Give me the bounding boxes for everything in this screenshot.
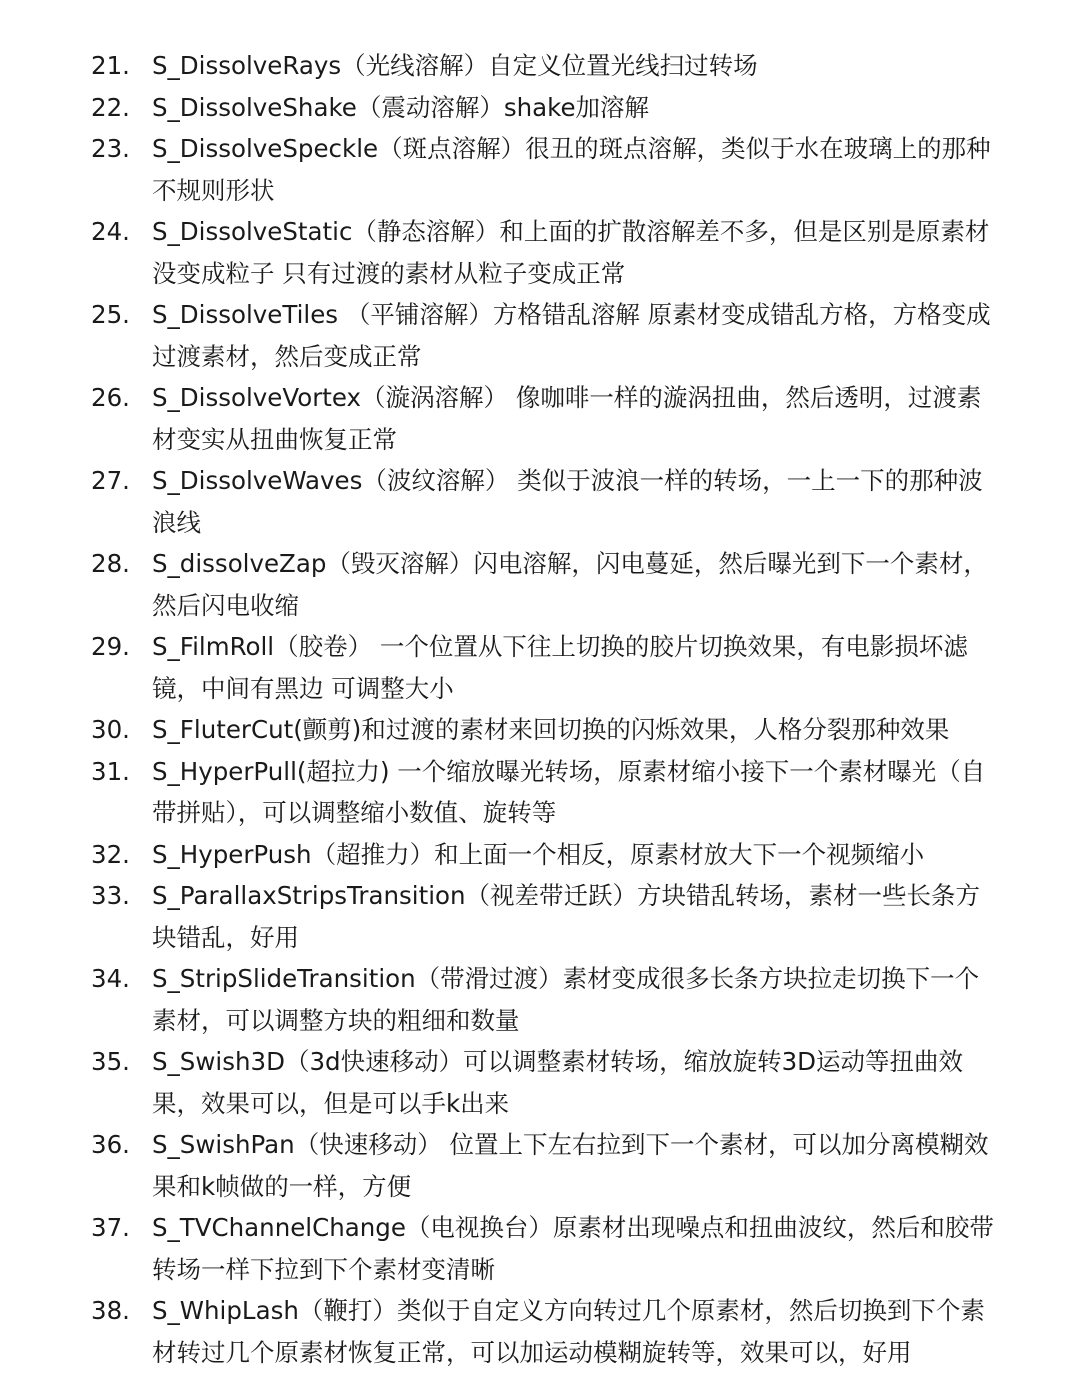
item-text: S_DissolveShake（震动溶解）shake加溶解 xyxy=(152,92,650,122)
list-item xyxy=(0,958,1080,1041)
item-number: 34. xyxy=(91,964,130,993)
item-text: S_DissolveRays（光线溶解）自定义位置光线扫过转场 xyxy=(152,51,758,80)
list-item xyxy=(0,1207,1080,1290)
item-text: S_DissolveSpeckle（斑点溶解）很丑的斑点溶解，类似于水在玻璃上的那种不规则形状 xyxy=(152,134,991,205)
item-number: 29. xyxy=(91,632,130,661)
list-item xyxy=(0,460,1080,543)
item-number: 25. xyxy=(91,300,130,329)
item-number: 22. xyxy=(91,92,130,122)
item-number: 30. xyxy=(91,715,130,744)
item-number: 31. xyxy=(91,756,130,786)
list-item xyxy=(0,834,1080,876)
item-text: S_DissolveWaves（波纹溶解） 类似于波浪一样的转场，一上一下的那种波浪线 xyxy=(152,466,983,537)
item-number: 33. xyxy=(91,881,130,910)
list-item xyxy=(0,377,1080,460)
list-item xyxy=(0,751,1080,834)
item-number: 28. xyxy=(91,549,130,578)
item-text: S_SwishPan（快速移动） 位置上下左右拉到下一个素材，可以加分离模糊效果和k帧做的一样，方便 xyxy=(152,1130,989,1201)
item-number: 36. xyxy=(91,1130,130,1159)
list-item xyxy=(0,128,1080,211)
item-text: S_TVChannelChange（电视换台）原素材出现噪点和扭曲波纹，然后和胶带转场一样下拉到下个素材变清晰 xyxy=(152,1213,994,1284)
item-text: S_Swish3D（3d快速移动）可以调整素材转场，缩放旋转3D运动等扭曲效果，效果可以，但是可以手k出来 xyxy=(152,1047,964,1118)
list-item xyxy=(0,211,1080,294)
item-number: 23. xyxy=(91,134,130,163)
item-number: 27. xyxy=(91,466,130,495)
item-text: S_HyperPush（超推力）和上面一个相反，原素材放大下一个视频缩小 xyxy=(152,839,925,869)
item-text: S_dissolveZap（毁灭溶解）闪电溶解，闪电蔓延，然后曝光到下一个素材，然后闪电收缩 xyxy=(152,549,988,620)
item-text: S_DissolveStatic（静态溶解）和上面的扩散溶解差不多，但是区别是原素材没变成粒子 只有过渡的素材从粒子变成正常 xyxy=(152,217,990,288)
item-number: 38. xyxy=(91,1296,130,1325)
item-text: S_HyperPull(超拉力) 一个缩放曝光转场，原素材缩小接下一个素材曝光（自带拼贴），可以调整缩小数值、旋转等 xyxy=(152,756,986,827)
item-number: 26. xyxy=(91,383,130,412)
list-item xyxy=(0,45,1080,87)
item-number: 21. xyxy=(91,51,130,80)
list-item xyxy=(0,87,1080,129)
list-item xyxy=(0,543,1080,626)
item-text: S_FilmRoll（胶卷） 一个位置从下往上切换的胶片切换效果，有电影损坏滤镜，中间有黑边 可调整大小 xyxy=(152,632,968,703)
item-text: S_DissolveVortex（漩涡溶解） 像咖啡一样的漩涡扭曲，然后透明，过渡素材变实从扭曲恢复正常 xyxy=(152,383,982,454)
list-item xyxy=(0,1290,1080,1373)
item-text: S_WhipLash（鞭打）类似于自定义方向转过几个原素材，然后切换到下个素材转过几个原素材恢复正常，可以加运动模糊旋转等，效果可以，好用 xyxy=(152,1296,985,1367)
item-text: S_DissolveTiles （平铺溶解）方格错乱溶解 原素材变成错乱方格，方格变成过渡素材，然后变成正常 xyxy=(152,300,991,371)
item-text: S_FluterCut(颤剪)和过渡的素材来回切换的闪烁效果，人格分裂那种效果 xyxy=(152,715,950,744)
list-item xyxy=(0,1124,1080,1207)
item-text: S_ParallaxStripsTransition（视差带迁跃）方块错乱转场，素材一些长条方块错乱，好用 xyxy=(152,881,981,952)
item-number: 37. xyxy=(91,1213,130,1242)
list-item xyxy=(0,294,1080,377)
item-number: 24. xyxy=(91,217,130,246)
list-item xyxy=(0,626,1080,709)
item-number: 32. xyxy=(91,839,130,869)
list-item xyxy=(0,875,1080,958)
item-number: 35. xyxy=(91,1047,130,1076)
list-item xyxy=(0,1041,1080,1124)
list-item xyxy=(0,709,1080,751)
item-text: S_StripSlideTransition（带滑过渡）素材变成很多长条方块拉走切换下一个素材，可以调整方块的粗细和数量 xyxy=(152,964,980,1035)
transition-list xyxy=(0,45,1080,1373)
